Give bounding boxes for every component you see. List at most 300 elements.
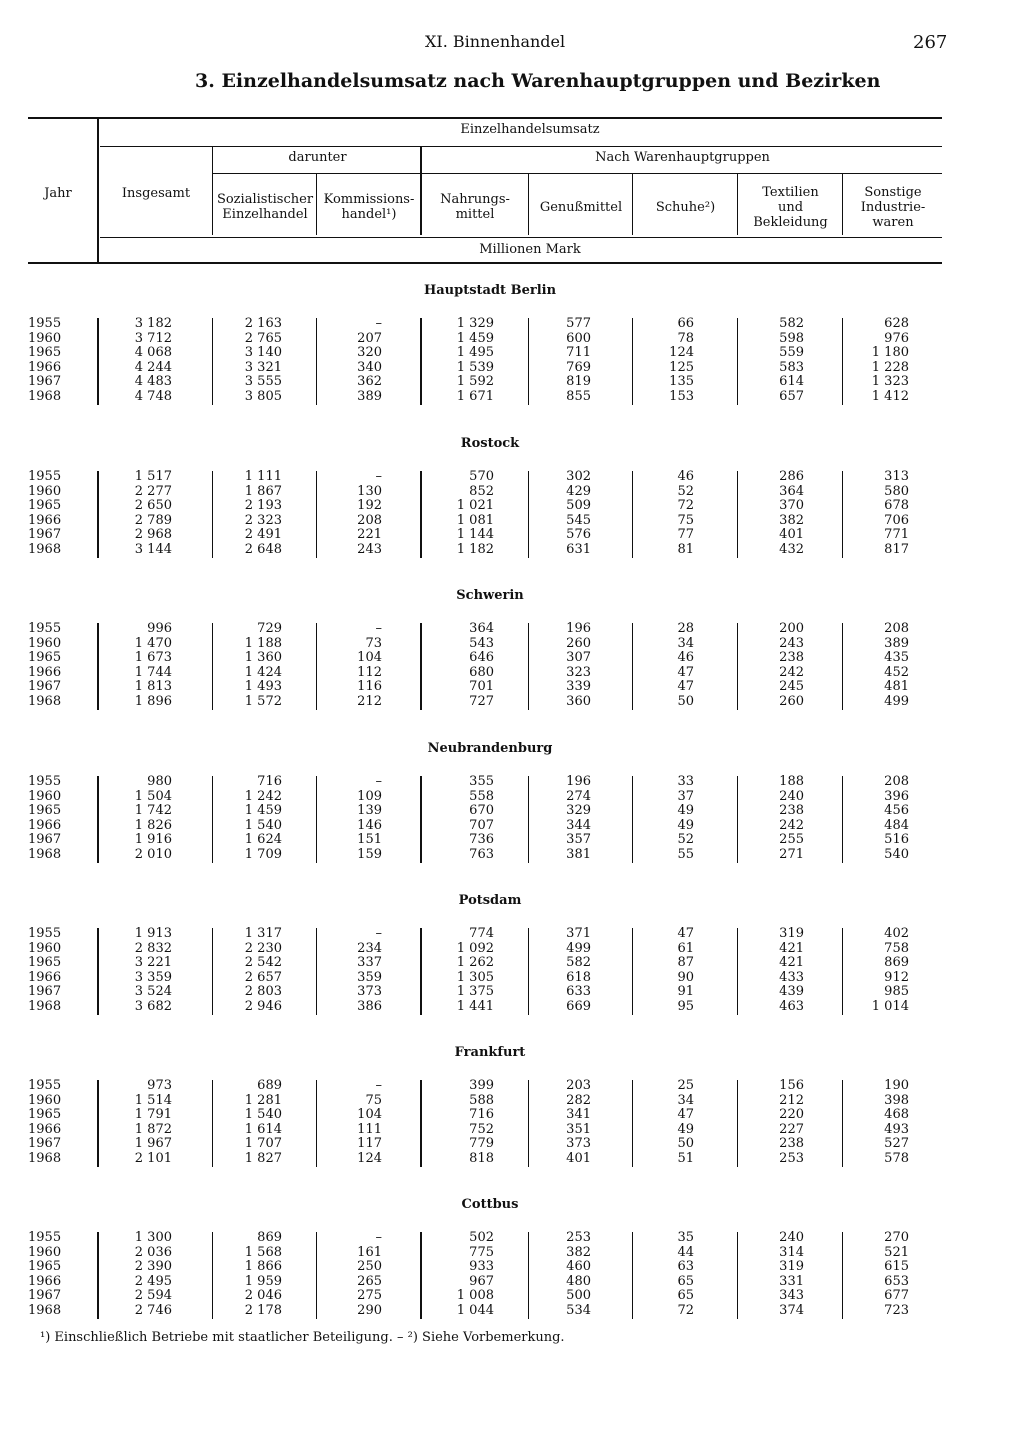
year-cell: 1966 — [28, 817, 62, 833]
value-cell: 1 624 — [244, 832, 282, 847]
value-cell: 331 — [779, 1273, 804, 1289]
value-cell: 2 746 — [134, 1302, 172, 1318]
value-cell: 207 — [357, 330, 382, 346]
running-header-section: XI. Binnenhandel — [425, 32, 566, 51]
value-cell: 1 826 — [134, 817, 172, 833]
year-cell: 1966 — [28, 359, 62, 375]
year-cell: 1965 — [28, 803, 62, 818]
year-cell: 1955 — [28, 1078, 62, 1093]
value-cell: 50 — [677, 1136, 694, 1151]
value-cell: 588 — [469, 1092, 494, 1108]
year-cell: 1967 — [28, 527, 62, 542]
value-cell: 576 — [566, 527, 591, 542]
value-cell: 341 — [566, 1107, 591, 1122]
value-cell: 386 — [357, 998, 382, 1014]
value-cell: 364 — [779, 483, 804, 499]
value-cell: 775 — [469, 1244, 494, 1260]
year-cell: 1955 — [28, 316, 62, 331]
value-cell: 47 — [677, 664, 694, 680]
value-cell: 545 — [566, 512, 591, 528]
table-row — [0, 470, 1024, 484]
region-name: Neubrandenburg — [427, 741, 553, 756]
region-name: Rostock — [460, 436, 520, 451]
value-cell: 355 — [469, 774, 494, 789]
value-cell: 577 — [566, 316, 591, 331]
year-cell: 1960 — [28, 788, 62, 804]
year-cell: 1968 — [28, 388, 62, 404]
value-cell: 1 180 — [871, 345, 909, 360]
value-cell: 2 046 — [244, 1288, 282, 1303]
value-cell: 763 — [469, 846, 494, 862]
value-cell: 2 594 — [134, 1288, 172, 1303]
header-nahrungsmittel — [422, 192, 528, 222]
value-cell: 509 — [566, 498, 591, 513]
year-cell: 1965 — [28, 345, 62, 360]
value-cell: 260 — [566, 635, 591, 651]
value-cell: 973 — [147, 1078, 172, 1093]
value-cell: 580 — [884, 483, 909, 499]
value-cell: 116 — [357, 679, 382, 694]
value-cell: 716 — [469, 1107, 494, 1122]
value-cell: 628 — [884, 316, 909, 331]
value-cell: 1 791 — [134, 1107, 172, 1122]
region-block — [0, 436, 1024, 576]
region-block — [0, 893, 1024, 1033]
value-cell: 3 524 — [134, 984, 172, 999]
table-row — [0, 927, 1024, 941]
year-cell: 1966 — [28, 512, 62, 528]
value-cell: 2 491 — [244, 527, 282, 542]
value-cell: 340 — [357, 359, 382, 375]
value-cell: 401 — [779, 527, 804, 542]
value-cell: 996 — [147, 621, 172, 636]
value-cell: 1 424 — [244, 664, 282, 680]
header-sozialistischer: Sozialistischer — [216, 192, 314, 207]
value-cell: 2 010 — [134, 846, 172, 862]
table-row — [0, 680, 1024, 694]
table-row — [0, 985, 1024, 999]
value-cell: 208 — [884, 774, 909, 789]
value-cell: 723 — [884, 1302, 909, 1318]
table-row — [0, 790, 1024, 804]
value-cell: 452 — [884, 664, 909, 680]
value-cell: 1 360 — [244, 650, 282, 665]
table-row — [0, 543, 1024, 557]
value-cell: 240 — [779, 788, 804, 804]
value-cell: 72 — [677, 498, 694, 513]
value-cell: 2 650 — [134, 498, 172, 513]
value-cell: 976 — [884, 330, 909, 346]
value-cell: 401 — [566, 1150, 591, 1166]
value-cell: 4 244 — [134, 359, 172, 375]
value-cell: 570 — [469, 469, 494, 484]
value-cell: 433 — [779, 969, 804, 985]
header-mittel: mittel — [455, 207, 495, 222]
year-cell: 1955 — [28, 621, 62, 636]
value-cell: – — [375, 621, 382, 636]
year-cell: 1966 — [28, 969, 62, 985]
value-cell: 139 — [357, 803, 382, 818]
value-cell: 1 188 — [244, 635, 282, 651]
value-cell: 1 228 — [871, 359, 909, 375]
value-cell: 381 — [566, 846, 591, 862]
table-row — [0, 622, 1024, 636]
value-cell: 774 — [469, 926, 494, 941]
value-cell: 339 — [566, 679, 591, 694]
value-cell: 484 — [884, 817, 909, 833]
value-cell: 55 — [677, 846, 694, 862]
table-row — [0, 499, 1024, 513]
value-cell: 402 — [884, 926, 909, 941]
value-cell: 61 — [677, 940, 694, 956]
header-insgesamt: Insgesamt — [121, 186, 191, 201]
value-cell: 35 — [677, 1230, 694, 1245]
value-cell: – — [375, 774, 382, 789]
value-cell: 351 — [566, 1121, 591, 1137]
value-cell: 2 163 — [244, 316, 282, 331]
value-cell: 1 111 — [244, 469, 282, 484]
value-cell: 657 — [779, 388, 804, 404]
header-sonstige — [844, 185, 942, 230]
table-row — [0, 1137, 1024, 1151]
value-cell: 91 — [677, 984, 694, 999]
value-cell: 1 539 — [456, 359, 494, 375]
header-rule-3 — [213, 173, 942, 174]
value-cell: 727 — [469, 693, 494, 709]
year-cell: 1966 — [28, 1121, 62, 1137]
value-cell: 2 832 — [134, 940, 172, 956]
header-top-rule — [28, 117, 942, 119]
value-cell: 1 281 — [244, 1092, 282, 1108]
value-cell: 1 572 — [244, 693, 282, 709]
value-cell: 253 — [566, 1230, 591, 1245]
footnote: ¹) Einschließlich Betriebe mit staatlicher Beteiligung. – ²) Siehe Vorbemerkung. — [40, 1330, 565, 1345]
value-cell: 1 182 — [456, 541, 494, 557]
value-cell: 534 — [566, 1302, 591, 1318]
value-cell: 2 968 — [134, 527, 172, 542]
value-cell: 81 — [677, 541, 694, 557]
value-cell: 421 — [779, 955, 804, 970]
value-cell: 319 — [779, 1259, 804, 1274]
table-row — [0, 528, 1024, 542]
value-cell: 364 — [469, 621, 494, 636]
value-cell: 221 — [357, 527, 382, 542]
value-cell: 109 — [357, 788, 382, 804]
year-cell: 1966 — [28, 664, 62, 680]
year-cell: 1965 — [28, 498, 62, 513]
header-textilien-line1: Textilien — [762, 185, 819, 200]
table-row — [0, 317, 1024, 331]
value-cell: 516 — [884, 832, 909, 847]
year-cell: 1960 — [28, 635, 62, 651]
value-cell: 95 — [677, 998, 694, 1014]
value-cell: 319 — [779, 926, 804, 941]
value-cell: 1 673 — [134, 650, 172, 665]
value-cell: 65 — [677, 1273, 694, 1289]
value-cell: 855 — [566, 388, 591, 404]
table-row — [0, 485, 1024, 499]
value-cell: 124 — [669, 345, 694, 360]
value-cell: 499 — [566, 940, 591, 956]
value-cell: 583 — [779, 359, 804, 375]
value-cell: 1 021 — [456, 498, 494, 513]
region-block — [0, 283, 1024, 423]
year-cell: 1960 — [28, 1244, 62, 1260]
value-cell: 290 — [357, 1302, 382, 1318]
value-cell: 192 — [357, 498, 382, 513]
value-cell: 421 — [779, 940, 804, 956]
value-cell: 707 — [469, 817, 494, 833]
value-cell: 135 — [669, 374, 694, 389]
value-cell: 769 — [566, 359, 591, 375]
value-cell: 227 — [779, 1121, 804, 1137]
value-cell: 2 036 — [134, 1244, 172, 1260]
value-cell: 46 — [677, 650, 694, 665]
table-row — [0, 1152, 1024, 1166]
value-cell: 771 — [884, 527, 909, 542]
value-cell: 3 359 — [134, 969, 172, 985]
value-cell: 63 — [677, 1259, 694, 1274]
value-cell: 208 — [357, 512, 382, 528]
header-sonstige-line2: Industrie- — [860, 200, 926, 215]
value-cell: 463 — [779, 998, 804, 1014]
value-cell: 1 592 — [456, 374, 494, 389]
value-cell: 435 — [884, 650, 909, 665]
value-cell: 245 — [779, 679, 804, 694]
table-row — [0, 514, 1024, 528]
value-cell: 282 — [566, 1092, 591, 1108]
value-cell: 2 230 — [244, 940, 282, 956]
value-cell: 1 262 — [456, 955, 494, 970]
value-cell: 286 — [779, 469, 804, 484]
table-row — [0, 651, 1024, 665]
value-cell: 1 916 — [134, 832, 172, 847]
year-cell: 1968 — [28, 541, 62, 557]
value-cell: 2 323 — [244, 512, 282, 528]
value-cell: 344 — [566, 817, 591, 833]
value-cell: 1 866 — [244, 1259, 282, 1274]
table-row — [0, 1231, 1024, 1245]
value-cell: 238 — [779, 803, 804, 818]
value-cell: 151 — [357, 832, 382, 847]
value-cell: 33 — [677, 774, 694, 789]
value-cell: 200 — [779, 621, 804, 636]
value-cell: 313 — [884, 469, 909, 484]
value-cell: – — [375, 1078, 382, 1093]
value-cell: 146 — [357, 817, 382, 833]
value-cell: 4 068 — [134, 345, 172, 360]
value-cell: 493 — [884, 1121, 909, 1137]
table-row — [0, 666, 1024, 680]
value-cell: 559 — [779, 345, 804, 360]
table-row — [0, 375, 1024, 389]
year-cell: 1965 — [28, 1259, 62, 1274]
page-number: 267 — [913, 32, 948, 53]
header-einzelhandelsumsatz: Einzelhandelsumsatz — [460, 122, 600, 137]
value-cell: 362 — [357, 374, 382, 389]
value-cell: 2 765 — [244, 330, 282, 346]
value-cell: 2 193 — [244, 498, 282, 513]
year-cell: 1968 — [28, 693, 62, 709]
value-cell: 3 140 — [244, 345, 282, 360]
year-cell: 1955 — [28, 774, 62, 789]
table-row — [0, 1246, 1024, 1260]
value-cell: 343 — [779, 1288, 804, 1303]
value-cell: 3 144 — [134, 541, 172, 557]
value-cell: 255 — [779, 832, 804, 847]
value-cell: 265 — [357, 1273, 382, 1289]
value-cell: 521 — [884, 1244, 909, 1260]
value-cell: 1 459 — [244, 803, 282, 818]
table-row — [0, 1304, 1024, 1318]
value-cell: 582 — [779, 316, 804, 331]
value-cell: 1 242 — [244, 788, 282, 804]
header-darunter: darunter — [288, 150, 347, 165]
value-cell: 323 — [566, 664, 591, 680]
year-cell: 1966 — [28, 1273, 62, 1289]
header-sozialistischer-einzelhandel — [214, 192, 316, 222]
value-cell: 275 — [357, 1288, 382, 1303]
value-cell: 2 277 — [134, 483, 172, 499]
value-cell: 2 495 — [134, 1273, 172, 1289]
value-cell: 117 — [357, 1136, 382, 1151]
value-cell: 212 — [779, 1092, 804, 1108]
value-cell: 359 — [357, 969, 382, 985]
value-cell: 967 — [469, 1273, 494, 1289]
header-kommissionshandel — [318, 192, 420, 222]
table-row — [0, 637, 1024, 651]
value-cell: 220 — [779, 1107, 804, 1122]
value-cell: 196 — [566, 774, 591, 789]
table-row — [0, 1108, 1024, 1122]
year-cell: 1965 — [28, 1107, 62, 1122]
header-schuhe: Schuhe²) — [655, 200, 716, 215]
table-row — [0, 1289, 1024, 1303]
value-cell: 196 — [566, 621, 591, 636]
value-cell: 1 514 — [134, 1092, 172, 1108]
value-cell: 1 044 — [456, 1302, 494, 1318]
value-cell: 706 — [884, 512, 909, 528]
value-cell: 240 — [779, 1230, 804, 1245]
value-cell: 669 — [566, 998, 591, 1014]
value-cell: 3 712 — [134, 330, 172, 346]
table-row — [0, 1260, 1024, 1274]
header-sonstige-line1: Sonstige — [864, 185, 922, 200]
value-cell: 90 — [677, 969, 694, 985]
value-cell: 729 — [257, 621, 282, 636]
value-cell: 1 707 — [244, 1136, 282, 1151]
value-cell: 578 — [884, 1150, 909, 1166]
value-cell: 2 101 — [134, 1150, 172, 1166]
value-cell: 500 — [566, 1288, 591, 1303]
region-name: Schwerin — [456, 588, 524, 603]
value-cell: 1 459 — [456, 330, 494, 346]
value-cell: 314 — [779, 1244, 804, 1260]
value-cell: 156 — [779, 1078, 804, 1093]
value-cell: 1 144 — [456, 527, 494, 542]
value-cell: 208 — [884, 621, 909, 636]
year-cell: 1967 — [28, 1288, 62, 1303]
value-cell: 238 — [779, 1136, 804, 1151]
year-cell: 1955 — [28, 469, 62, 484]
value-cell: 370 — [779, 498, 804, 513]
value-cell: 3 682 — [134, 998, 172, 1014]
value-cell: 250 — [357, 1259, 382, 1274]
region-block — [0, 1197, 1024, 1337]
value-cell: 357 — [566, 832, 591, 847]
value-cell: 1 872 — [134, 1121, 172, 1137]
value-cell: 933 — [469, 1259, 494, 1274]
table-row — [0, 1079, 1024, 1093]
value-cell: 371 — [566, 926, 591, 941]
value-cell: 736 — [469, 832, 494, 847]
value-cell: 49 — [677, 803, 694, 818]
value-cell: 614 — [779, 374, 804, 389]
value-cell: 1 323 — [871, 374, 909, 389]
value-cell: 1 504 — [134, 788, 172, 804]
year-cell: 1965 — [28, 955, 62, 970]
value-cell: 271 — [779, 846, 804, 862]
value-cell: 34 — [677, 635, 694, 651]
value-cell: 47 — [677, 926, 694, 941]
header-divider — [842, 174, 843, 235]
header-nach-warenhauptgruppen: Nach Warenhauptgruppen — [595, 150, 770, 165]
value-cell: 677 — [884, 1288, 909, 1303]
value-cell: 582 — [566, 955, 591, 970]
value-cell: 382 — [566, 1244, 591, 1260]
header-einzelhandel: Einzelhandel — [222, 207, 308, 222]
value-cell: 869 — [257, 1230, 282, 1245]
header-textilien-line3: Bekleidung — [753, 215, 828, 230]
value-cell: 1 305 — [456, 969, 494, 985]
value-cell: 1 813 — [134, 679, 172, 694]
header-genussmittel: Genußmittel — [539, 200, 623, 215]
year-cell: 1968 — [28, 1150, 62, 1166]
value-cell: 111 — [357, 1121, 382, 1137]
value-cell: 2 648 — [244, 541, 282, 557]
table-row — [0, 1275, 1024, 1289]
value-cell: 161 — [357, 1244, 382, 1260]
value-cell: 72 — [677, 1302, 694, 1318]
table-row — [0, 361, 1024, 375]
table-row — [0, 804, 1024, 818]
table-row — [0, 1094, 1024, 1108]
value-cell: 633 — [566, 984, 591, 999]
table-row — [0, 346, 1024, 360]
value-cell: 389 — [884, 635, 909, 651]
region-name: Hauptstadt Berlin — [423, 283, 557, 298]
year-cell: 1960 — [28, 483, 62, 499]
value-cell: 25 — [677, 1078, 694, 1093]
value-cell: 1 742 — [134, 803, 172, 818]
header-textilien — [739, 185, 842, 230]
value-cell: 398 — [884, 1092, 909, 1108]
year-cell: 1955 — [28, 926, 62, 941]
year-cell: 1968 — [28, 998, 62, 1014]
value-cell: 382 — [779, 512, 804, 528]
value-cell: 329 — [566, 803, 591, 818]
value-cell: 985 — [884, 984, 909, 999]
value-cell: 1 867 — [244, 483, 282, 499]
value-cell: 34 — [677, 1092, 694, 1108]
value-cell: 631 — [566, 541, 591, 557]
value-cell: 818 — [469, 1150, 494, 1166]
table-row — [0, 819, 1024, 833]
header-jahr: Jahr — [44, 186, 72, 201]
value-cell: – — [375, 1230, 382, 1245]
value-cell: 1 008 — [456, 1288, 494, 1303]
value-cell: 3 221 — [134, 955, 172, 970]
